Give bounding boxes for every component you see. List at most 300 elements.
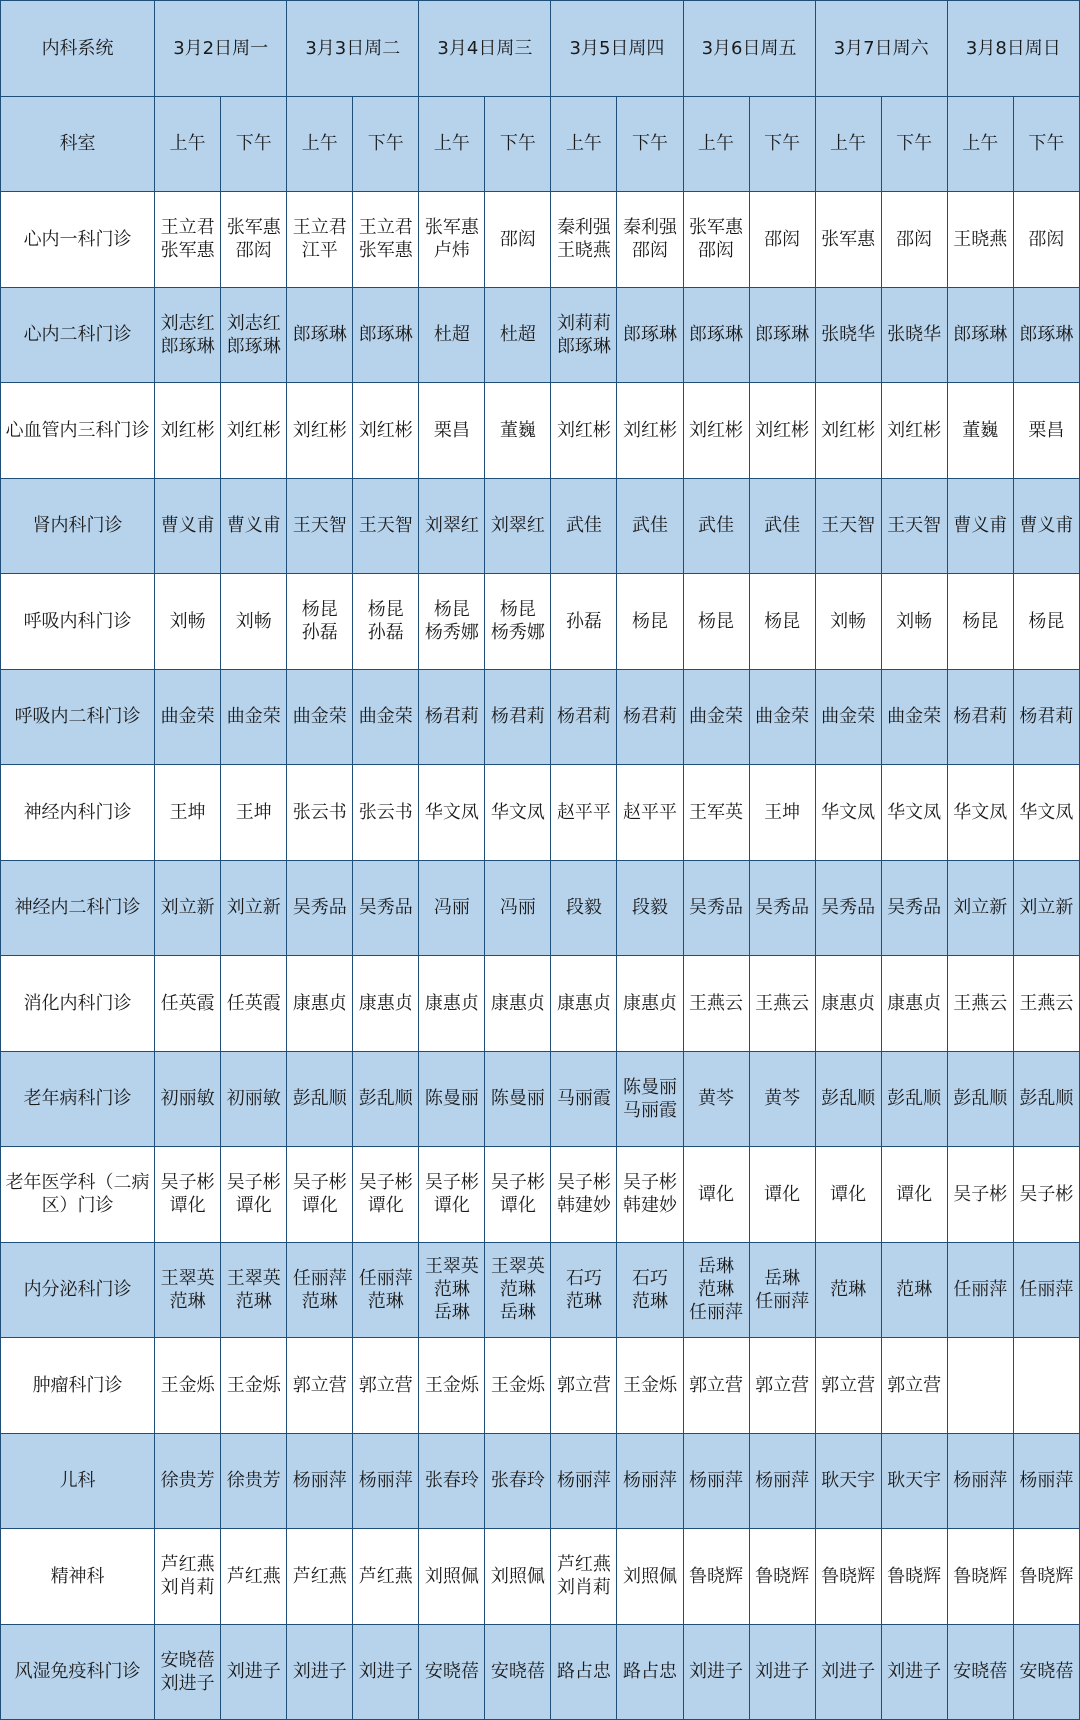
doctor-name: 杜超 <box>499 324 536 346</box>
pm-shift-cell <box>1013 1433 1079 1529</box>
doctor-name: 任英霞 <box>160 992 215 1014</box>
am-shift-cell <box>815 574 881 670</box>
doctor-name: 任丽萍 <box>358 1267 413 1289</box>
pm-shift-cell <box>749 956 815 1052</box>
doctor-name: 初丽敏 <box>160 1088 215 1110</box>
doctor-name: 吴秀品 <box>292 897 347 919</box>
doctor-name: 刘肖莉 <box>160 1577 215 1599</box>
doctor-name: 王金烁 <box>226 1374 281 1396</box>
am-shift-cell <box>287 1624 353 1720</box>
pm-shift-cell <box>881 860 947 956</box>
pm-shift-cell <box>1013 383 1079 479</box>
doctor-name: 杨君莉 <box>953 706 1008 728</box>
am-shift-cell <box>419 669 485 765</box>
doctor-name: 赵平平 <box>622 801 677 823</box>
doctor-name: 黄芩 <box>764 1088 801 1110</box>
doctor-name: 彭乱顺 <box>1019 1088 1074 1110</box>
am-shift-cell <box>287 1147 353 1243</box>
dept-name: 老年病科门诊 <box>1 1051 155 1147</box>
doctor-name: 任丽萍 <box>1019 1279 1074 1301</box>
doctor-name: 张晓华 <box>821 324 876 346</box>
pm-shift-cell <box>881 1147 947 1243</box>
am-shift-cell <box>155 478 221 574</box>
doctor-name: 董巍 <box>962 419 999 441</box>
pm-shift-cell <box>1013 478 1079 574</box>
pm-shift-cell <box>617 287 683 383</box>
doctor-name: 段毅 <box>631 897 668 919</box>
doctor-name: 任丽萍 <box>292 1267 347 1289</box>
pm-shift-cell <box>881 478 947 574</box>
doctor-name: 陈曼丽 <box>622 1076 677 1098</box>
doctor-name: 武佳 <box>764 515 801 537</box>
doctor-name: 刘畅 <box>169 610 206 632</box>
doctor-name: 杨君莉 <box>424 706 479 728</box>
doctor-name: 芦红燕 <box>160 1554 215 1576</box>
doctor-name: 张军惠 <box>689 217 744 239</box>
table-row <box>1 1147 1080 1243</box>
pm-shift-cell <box>617 765 683 861</box>
am-shift-cell <box>287 192 353 288</box>
am-shift-cell <box>815 192 881 288</box>
pm-shift-cell <box>1013 574 1079 670</box>
doctor-name: 谭化 <box>235 1195 272 1217</box>
pm-shift-cell <box>353 1624 419 1720</box>
doctor-name: 刘进子 <box>755 1661 810 1683</box>
doctor-name: 岳琳 <box>499 1302 536 1324</box>
doctor-name: 曲金荣 <box>821 706 876 728</box>
doctor-name: 曹义甫 <box>226 515 281 537</box>
am-shift-cell <box>683 1338 749 1434</box>
am-shift-cell <box>287 956 353 1052</box>
am-shift-cell <box>419 1051 485 1147</box>
am-shift-cell <box>419 478 485 574</box>
doctor-name: 黄芩 <box>698 1088 735 1110</box>
doctor-name: 曲金荣 <box>292 706 347 728</box>
doctor-name: 刘进子 <box>292 1661 347 1683</box>
pm-shift-cell <box>485 669 551 765</box>
dept-name: 肾内科门诊 <box>1 478 155 574</box>
doctor-name: 杨昆 <box>1028 610 1065 632</box>
doctor-name: 杨丽萍 <box>622 1470 677 1492</box>
doctor-name: 杨昆 <box>367 599 404 621</box>
dept-name: 消化内科门诊 <box>1 956 155 1052</box>
doctor-name: 吴子彬 <box>490 1172 545 1194</box>
doctor-name: 郎琢琳 <box>1019 324 1074 346</box>
doctor-name: 谭化 <box>301 1195 338 1217</box>
am-shift-cell <box>947 383 1013 479</box>
dept-name: 肿瘤科门诊 <box>1 1338 155 1434</box>
doctor-name: 刘红彬 <box>226 419 281 441</box>
doctor-name: 彭乱顺 <box>821 1088 876 1110</box>
doctor-name: 范琳 <box>235 1290 272 1312</box>
doctor-name: 马丽霞 <box>622 1099 677 1121</box>
pm-shift-cell <box>881 1433 947 1529</box>
dept-name: 儿科 <box>1 1433 155 1529</box>
am-shift-cell <box>683 1433 749 1529</box>
doctor-name: 范琳 <box>830 1279 867 1301</box>
doctor-name: 王翠英 <box>226 1267 281 1289</box>
doctor-name: 王晓燕 <box>556 240 611 262</box>
doctor-name: 郎琢琳 <box>292 324 347 346</box>
pm-shift-cell <box>353 1147 419 1243</box>
am-shift-cell <box>287 1242 353 1338</box>
doctor-name: 郭立营 <box>358 1374 413 1396</box>
table-row <box>1 192 1080 288</box>
am-shift-cell <box>683 1624 749 1720</box>
doctor-name: 杨昆 <box>433 599 470 621</box>
doctor-name: 杨丽萍 <box>1019 1470 1074 1492</box>
doctor-name: 华文凤 <box>953 801 1008 823</box>
pm-shift-cell <box>221 383 287 479</box>
doctor-name: 彭乱顺 <box>887 1088 942 1110</box>
doctor-name: 杨秀娜 <box>424 622 479 644</box>
am-shift-cell <box>683 1242 749 1338</box>
doctor-name: 谭化 <box>896 1183 933 1205</box>
doctor-name: 彭乱顺 <box>953 1088 1008 1110</box>
doctor-name: 冯丽 <box>499 897 536 919</box>
am-shift-cell <box>947 1624 1013 1720</box>
date-header: 3月4日周三 <box>419 1 551 97</box>
pm-shift-cell <box>221 669 287 765</box>
pm-shift-cell <box>221 765 287 861</box>
am-shift-cell <box>683 1147 749 1243</box>
pm-shift-cell <box>1013 669 1079 765</box>
doctor-name: 刘志红 <box>160 312 215 334</box>
doctor-name: 安晓蓓 <box>1019 1661 1074 1683</box>
doctor-name: 杨君莉 <box>1019 706 1074 728</box>
doctor-name: 安晓蓓 <box>160 1649 215 1671</box>
doctor-name: 段毅 <box>565 897 602 919</box>
pm-shift-cell <box>617 669 683 765</box>
doctor-name: 张云书 <box>358 801 413 823</box>
doctor-name: 徐贵芳 <box>226 1470 281 1492</box>
pm-shift-cell <box>881 956 947 1052</box>
doctor-name: 郎琢琳 <box>689 324 744 346</box>
am-shift-cell <box>287 1338 353 1434</box>
pm-shift-cell <box>221 1433 287 1529</box>
doctor-name: 张军惠 <box>424 217 479 239</box>
pm-shift-cell <box>749 1433 815 1529</box>
doctor-name: 范琳 <box>367 1290 404 1312</box>
pm-shift-cell <box>881 1338 947 1434</box>
pm-shift-cell <box>485 765 551 861</box>
dept-label: 科室 <box>1 96 155 192</box>
doctor-name: 鲁晓辉 <box>821 1565 876 1587</box>
doctor-name: 郭立营 <box>292 1374 347 1396</box>
doctor-name: 杨昆 <box>631 610 668 632</box>
doctor-name: 范琳 <box>698 1279 735 1301</box>
am-shift-cell <box>419 956 485 1052</box>
pm-shift-cell <box>749 192 815 288</box>
am-shift-cell <box>947 1529 1013 1625</box>
am-shift-cell <box>287 860 353 956</box>
doctor-name: 吴子彬 <box>226 1172 281 1194</box>
doctor-name: 曹义甫 <box>1019 515 1074 537</box>
doctor-name: 郎琢琳 <box>226 335 281 357</box>
doctor-name: 刘志红 <box>226 312 281 334</box>
am-shift-cell <box>419 574 485 670</box>
am-shift-cell <box>155 1529 221 1625</box>
doctor-name: 郭立营 <box>887 1374 942 1396</box>
am-shift-cell <box>419 860 485 956</box>
pm-shift-cell <box>221 574 287 670</box>
am-shift-cell <box>815 1242 881 1338</box>
am-shift-cell <box>551 1338 617 1434</box>
doctor-name: 耿天宇 <box>887 1470 942 1492</box>
dept-name: 心血管内三科门诊 <box>1 383 155 479</box>
pm-shift-cell <box>353 192 419 288</box>
am-shift-cell <box>815 287 881 383</box>
doctor-name: 范琳 <box>565 1290 602 1312</box>
doctor-name: 鲁晓辉 <box>953 1565 1008 1587</box>
am-shift-cell <box>947 860 1013 956</box>
doctor-name: 刘畅 <box>830 610 867 632</box>
table-row <box>1 1624 1080 1720</box>
doctor-name: 邵闳 <box>698 240 735 262</box>
pm-shift-cell <box>353 287 419 383</box>
am-label: 上午 <box>947 96 1013 192</box>
pm-shift-cell <box>1013 287 1079 383</box>
doctor-name: 赵平平 <box>556 801 611 823</box>
am-shift-cell <box>287 669 353 765</box>
doctor-name: 谭化 <box>433 1195 470 1217</box>
pm-shift-cell <box>749 1147 815 1243</box>
am-shift-cell <box>419 1529 485 1625</box>
am-shift-cell <box>551 192 617 288</box>
date-header: 3月8日周日 <box>947 1 1079 97</box>
date-header: 3月5日周四 <box>551 1 683 97</box>
am-shift-cell <box>551 287 617 383</box>
pm-shift-cell <box>1013 1338 1079 1434</box>
doctor-name: 路占忠 <box>556 1661 611 1683</box>
doctor-name: 郭立营 <box>689 1374 744 1396</box>
doctor-name: 杨丽萍 <box>953 1470 1008 1492</box>
doctor-name: 刘照佩 <box>424 1565 479 1587</box>
pm-shift-cell <box>221 1147 287 1243</box>
doctor-name: 吴秀品 <box>689 897 744 919</box>
doctor-name: 石巧 <box>565 1267 602 1289</box>
am-shift-cell <box>947 192 1013 288</box>
doctor-name: 刘红彬 <box>160 419 215 441</box>
pm-shift-cell <box>881 287 947 383</box>
am-shift-cell <box>419 765 485 861</box>
am-shift-cell <box>683 956 749 1052</box>
doctor-name: 王军英 <box>689 801 744 823</box>
pm-shift-cell <box>221 1338 287 1434</box>
doctor-name: 范琳 <box>301 1290 338 1312</box>
doctor-name: 王燕云 <box>1019 992 1074 1014</box>
am-shift-cell <box>815 860 881 956</box>
doctor-name: 栗昌 <box>1028 419 1065 441</box>
am-shift-cell <box>815 956 881 1052</box>
doctor-name: 康惠贞 <box>556 992 611 1014</box>
am-label: 上午 <box>815 96 881 192</box>
pm-label: 下午 <box>881 96 947 192</box>
header-date-row <box>1 1 1080 97</box>
pm-shift-cell <box>749 1242 815 1338</box>
doctor-name: 杨君莉 <box>622 706 677 728</box>
doctor-name: 吴秀品 <box>821 897 876 919</box>
am-label: 上午 <box>287 96 353 192</box>
doctor-name: 韩建妙 <box>622 1195 677 1217</box>
doctor-name: 刘翠红 <box>424 515 479 537</box>
doctor-name: 刘畅 <box>896 610 933 632</box>
pm-shift-cell <box>353 669 419 765</box>
pm-shift-cell <box>881 1624 947 1720</box>
pm-shift-cell <box>1013 956 1079 1052</box>
doctor-name: 康惠贞 <box>887 992 942 1014</box>
doctor-name: 曹义甫 <box>953 515 1008 537</box>
doctor-name: 董巍 <box>499 419 536 441</box>
am-shift-cell <box>683 765 749 861</box>
table-row <box>1 383 1080 479</box>
pm-shift-cell <box>485 1242 551 1338</box>
pm-shift-cell <box>1013 1529 1079 1625</box>
doctor-name: 曲金荣 <box>689 706 744 728</box>
doctor-name: 马丽霞 <box>556 1088 611 1110</box>
pm-shift-cell <box>749 669 815 765</box>
pm-label: 下午 <box>617 96 683 192</box>
doctor-name: 刘莉莉 <box>556 312 611 334</box>
pm-shift-cell <box>617 956 683 1052</box>
pm-shift-cell <box>617 574 683 670</box>
am-shift-cell <box>947 287 1013 383</box>
pm-shift-cell <box>485 956 551 1052</box>
doctor-name: 康惠贞 <box>622 992 677 1014</box>
am-shift-cell <box>551 669 617 765</box>
doctor-name: 安晓蓓 <box>424 1661 479 1683</box>
doctor-name: 王晓燕 <box>953 228 1008 250</box>
pm-shift-cell <box>1013 1624 1079 1720</box>
doctor-name: 杨丽萍 <box>689 1470 744 1492</box>
am-shift-cell <box>551 1147 617 1243</box>
doctor-name: 张春玲 <box>490 1470 545 1492</box>
am-shift-cell <box>683 1529 749 1625</box>
pm-shift-cell <box>221 192 287 288</box>
am-shift-cell <box>155 1338 221 1434</box>
pm-shift-cell <box>353 478 419 574</box>
doctor-name: 曲金荣 <box>887 706 942 728</box>
dept-name: 老年医学科（二病区）门诊 <box>1 1147 155 1243</box>
pm-shift-cell <box>1013 1242 1079 1338</box>
am-shift-cell <box>155 574 221 670</box>
doctor-name: 郭立营 <box>556 1374 611 1396</box>
doctor-name: 芦红燕 <box>358 1565 413 1587</box>
doctor-name: 吴秀品 <box>358 897 413 919</box>
doctor-name: 鲁晓辉 <box>689 1565 744 1587</box>
doctor-name: 安晓蓓 <box>953 1661 1008 1683</box>
doctor-name: 王燕云 <box>689 992 744 1014</box>
am-shift-cell <box>683 287 749 383</box>
pm-shift-cell <box>617 1433 683 1529</box>
table-row <box>1 669 1080 765</box>
am-shift-cell <box>683 669 749 765</box>
date-header: 3月2日周一 <box>155 1 287 97</box>
am-shift-cell <box>947 478 1013 574</box>
doctor-name: 孙磊 <box>565 610 602 632</box>
doctor-name: 刘红彬 <box>755 419 810 441</box>
am-shift-cell <box>551 574 617 670</box>
doctor-name: 吴子彬 <box>160 1172 215 1194</box>
pm-shift-cell <box>485 574 551 670</box>
doctor-name: 杨丽萍 <box>755 1470 810 1492</box>
pm-shift-cell <box>749 1338 815 1434</box>
doctor-name: 芦红燕 <box>556 1554 611 1576</box>
pm-shift-cell <box>221 860 287 956</box>
doctor-name: 范琳 <box>499 1279 536 1301</box>
doctor-name: 刘红彬 <box>358 419 413 441</box>
pm-shift-cell <box>881 1051 947 1147</box>
am-shift-cell <box>155 956 221 1052</box>
doctor-name: 华文凤 <box>490 801 545 823</box>
doctor-name: 武佳 <box>698 515 735 537</box>
am-shift-cell <box>683 383 749 479</box>
doctor-name: 刘进子 <box>689 1661 744 1683</box>
doctor-name: 邵闳 <box>896 228 933 250</box>
doctor-name: 谭化 <box>169 1195 206 1217</box>
doctor-name: 郎琢琳 <box>556 335 611 357</box>
pm-shift-cell <box>221 478 287 574</box>
am-shift-cell <box>419 1624 485 1720</box>
doctor-name: 杨丽萍 <box>358 1470 413 1492</box>
pm-shift-cell <box>353 1051 419 1147</box>
doctor-name: 邵闳 <box>499 228 536 250</box>
doctor-name: 杨昆 <box>301 599 338 621</box>
pm-shift-cell <box>353 383 419 479</box>
am-shift-cell <box>419 1338 485 1434</box>
pm-shift-cell <box>749 478 815 574</box>
am-shift-cell <box>815 1624 881 1720</box>
doctor-name: 吴子彬 <box>1019 1183 1074 1205</box>
doctor-name: 鲁晓辉 <box>1019 1565 1074 1587</box>
doctor-name: 王天智 <box>887 515 942 537</box>
am-shift-cell <box>815 1529 881 1625</box>
am-shift-cell <box>419 1147 485 1243</box>
doctor-name: 杨丽萍 <box>292 1470 347 1492</box>
doctor-name: 郎琢琳 <box>755 324 810 346</box>
doctor-name: 鲁晓辉 <box>755 1565 810 1587</box>
pm-shift-cell <box>1013 1147 1079 1243</box>
pm-shift-cell <box>485 1147 551 1243</box>
doctor-name: 秦利强 <box>556 217 611 239</box>
pm-shift-cell <box>749 1051 815 1147</box>
am-shift-cell <box>155 1147 221 1243</box>
doctor-name: 谭化 <box>830 1183 867 1205</box>
doctor-name: 华文凤 <box>424 801 479 823</box>
am-shift-cell <box>551 1433 617 1529</box>
am-shift-cell <box>155 287 221 383</box>
am-shift-cell <box>419 383 485 479</box>
am-shift-cell <box>155 1624 221 1720</box>
doctor-name: 石巧 <box>631 1267 668 1289</box>
doctor-name: 张军惠 <box>821 228 876 250</box>
doctor-name: 冯丽 <box>433 897 470 919</box>
doctor-name: 王立君 <box>292 217 347 239</box>
doctor-name: 吴子彬 <box>292 1172 347 1194</box>
doctor-name: 张军惠 <box>226 217 281 239</box>
pm-shift-cell <box>485 860 551 956</box>
pm-shift-cell <box>221 287 287 383</box>
doctor-name: 邵闳 <box>1028 228 1065 250</box>
am-shift-cell <box>683 574 749 670</box>
pm-shift-cell <box>617 860 683 956</box>
table-row <box>1 1529 1080 1625</box>
doctor-name: 华文凤 <box>821 801 876 823</box>
doctor-name: 曲金荣 <box>160 706 215 728</box>
pm-shift-cell <box>749 574 815 670</box>
pm-shift-cell <box>749 383 815 479</box>
am-shift-cell <box>815 383 881 479</box>
